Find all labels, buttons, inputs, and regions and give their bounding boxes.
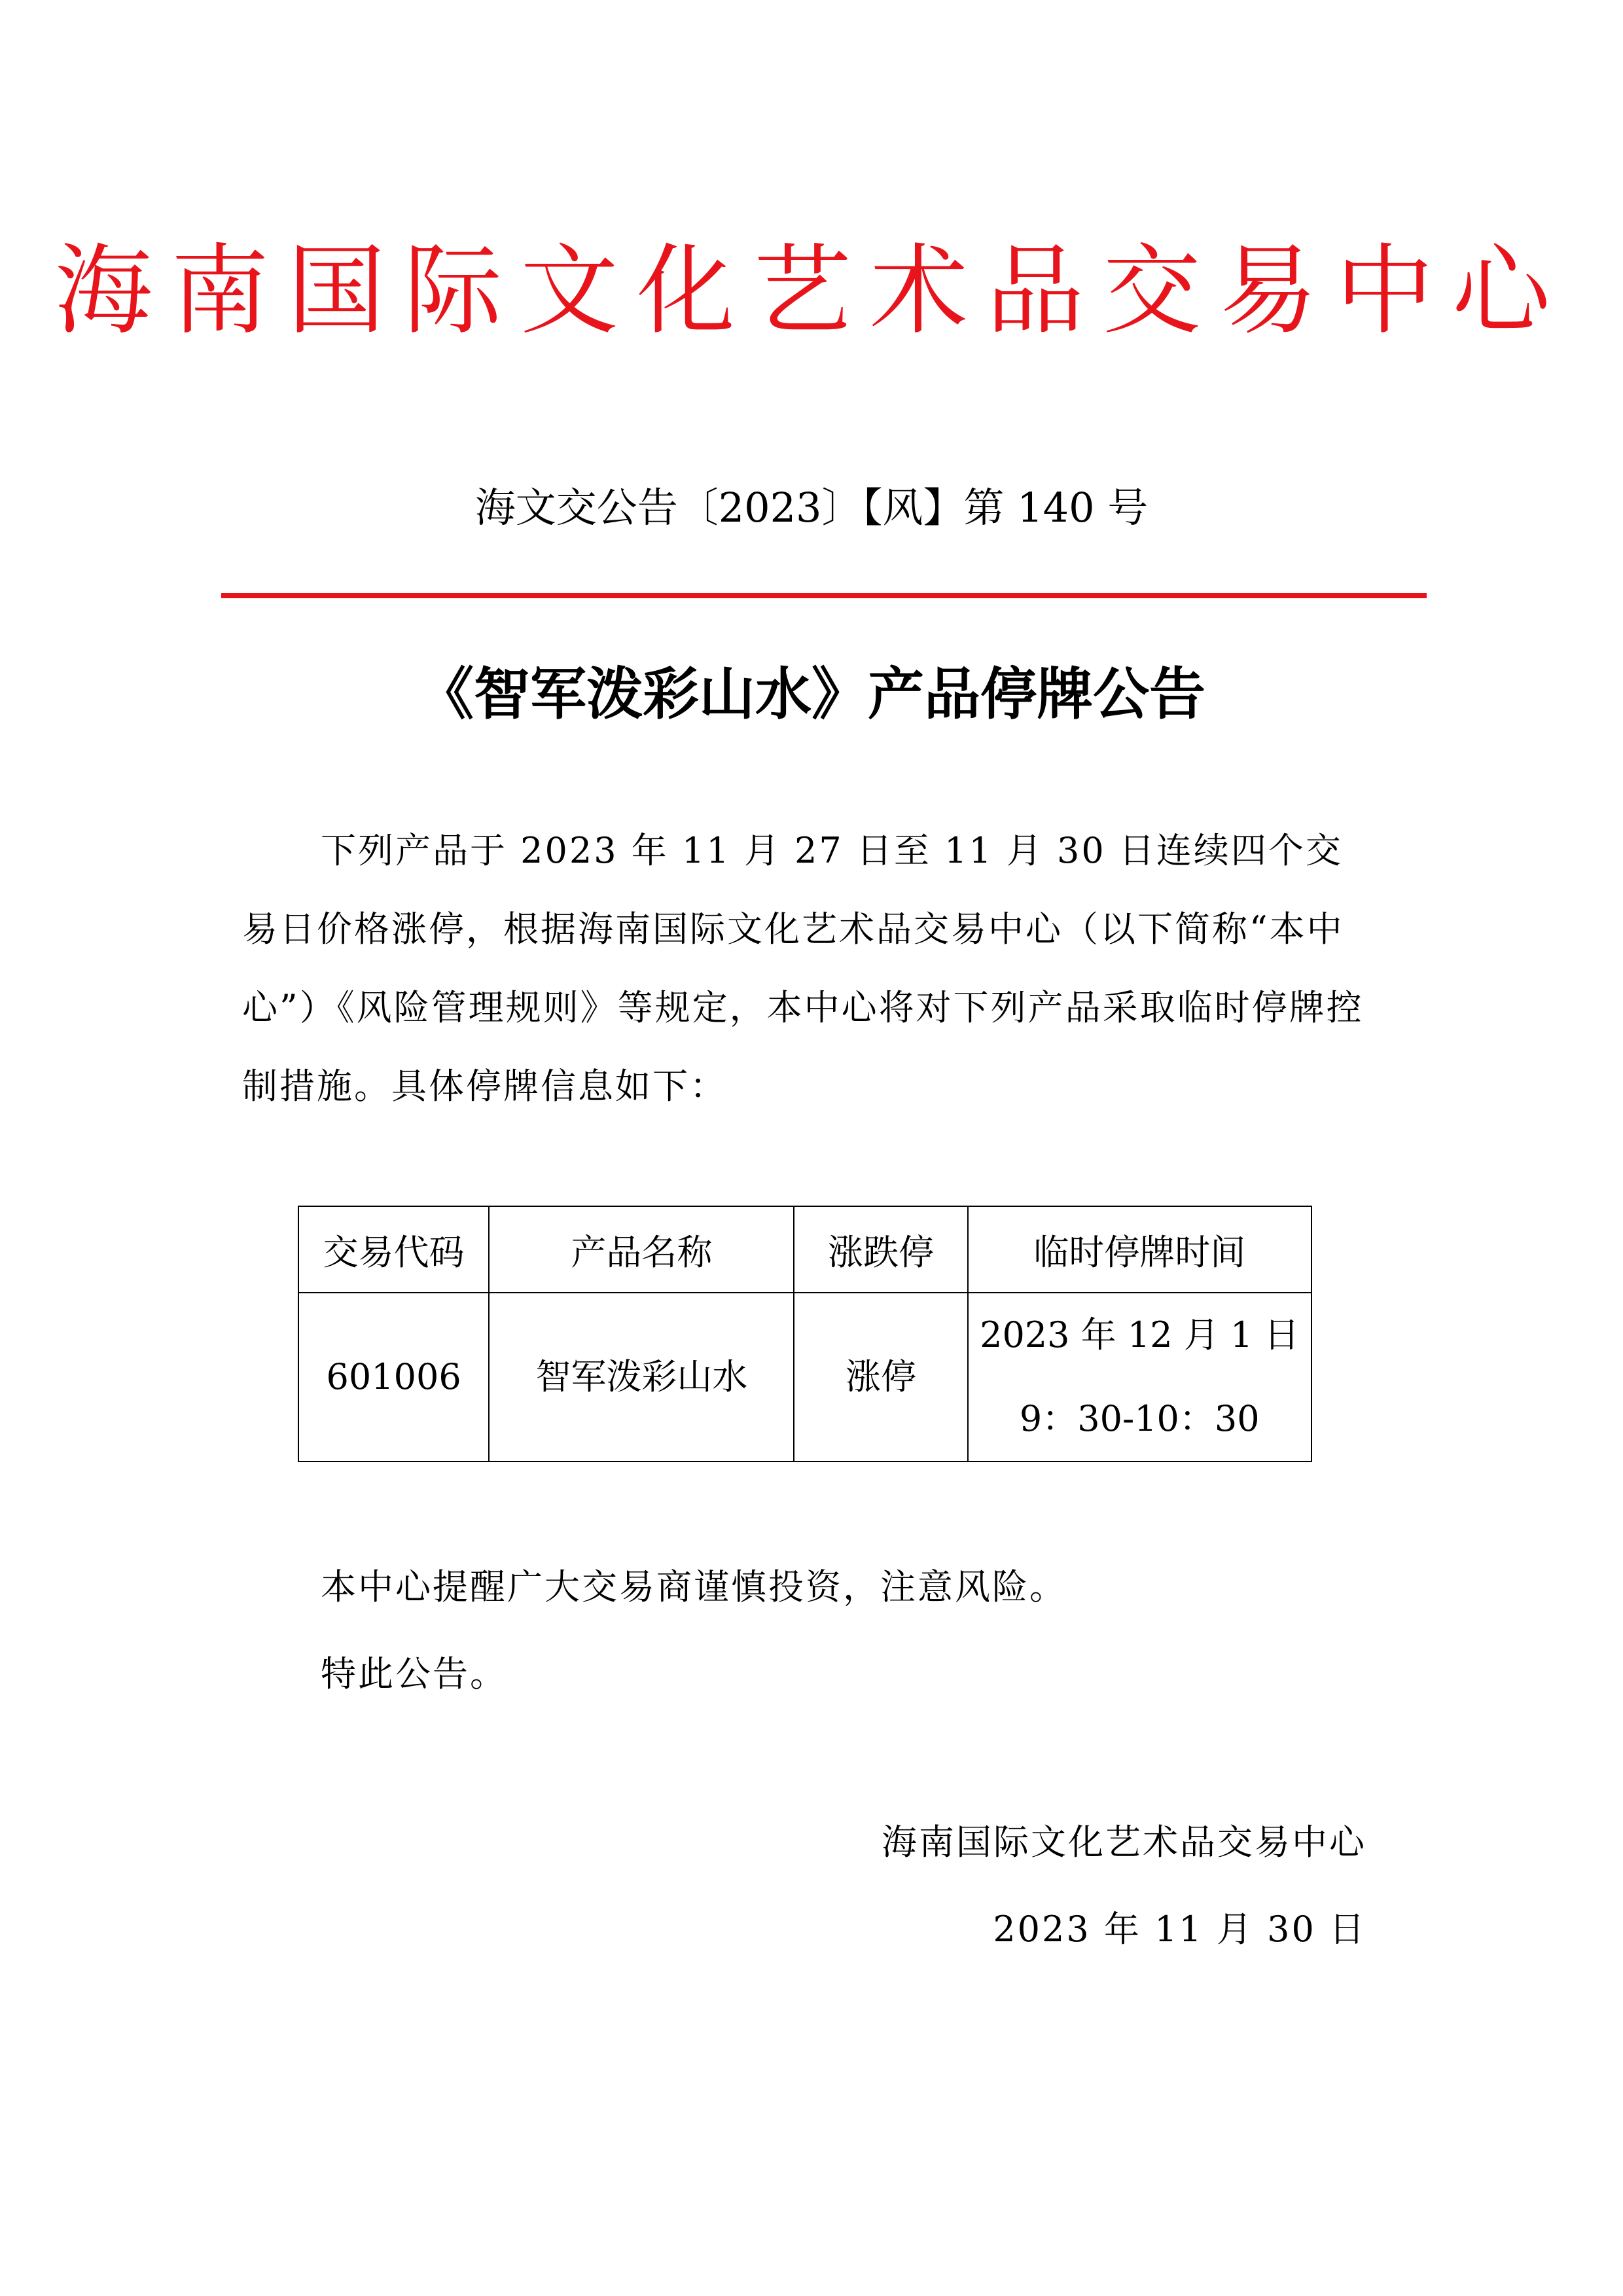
suspension-time: 9：30-10：30: [1019, 1398, 1260, 1439]
suspension-date: 2023 年 12 月 1 日: [980, 1314, 1300, 1355]
cell-limit: 涨停: [794, 1293, 967, 1462]
header-limit: 涨跌停: [794, 1206, 967, 1293]
closing-text: 特此公告。: [321, 1653, 507, 1695]
red-divider: [221, 593, 1427, 598]
notice-title: 《智军泼彩山水》产品停牌公告: [418, 661, 1205, 727]
risk-reminder: 本中心提醒广大交易商谨慎投资，注意风险。: [321, 1566, 1067, 1607]
header-code: 交易代码: [298, 1206, 489, 1293]
document-number: 海文交公告〔2023〕【风】第 140 号: [474, 484, 1149, 531]
cell-suspension-time: [968, 1293, 1311, 1462]
cell-code: 601006: [298, 1293, 489, 1462]
signature-date: 2023 年 11 月 30 日: [993, 1909, 1366, 1950]
suspension-table: [298, 1206, 1312, 1462]
cell-name: 智军泼彩山水: [489, 1293, 794, 1462]
header-name: 产品名称: [489, 1206, 794, 1293]
notice-body: 下列产品于 2023 年 11 月 27 日至 11 月 30 日连续四个交易日价格涨停，根据海南国际文化艺术品交易中心（以下简称“本中心”）《风险管理规则》等规定，本中心将对下列产品采取临时停牌控制措施。具体停牌信息如下：: [242, 830, 1364, 1107]
header-suspension-time: 临时停牌时间: [968, 1206, 1311, 1293]
organization-title: 海南国际文化艺术品交易中心: [54, 234, 1569, 348]
signature: 海南国际文化艺术品交易中心: [882, 1821, 1366, 1863]
table-row: [298, 1293, 1311, 1462]
table-header-row: [298, 1206, 1311, 1293]
